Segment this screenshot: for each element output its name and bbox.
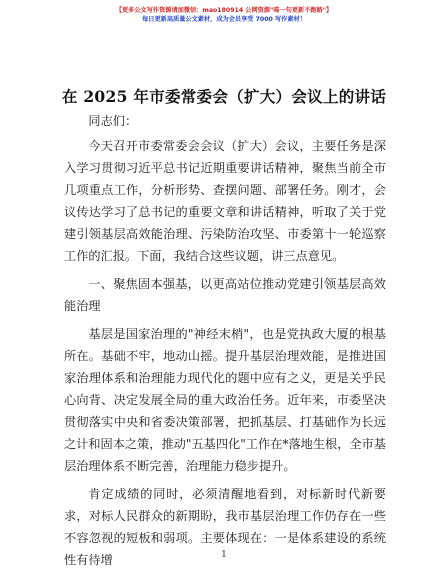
promo-line-2: 每日更新高质量公文素材，成为会员享受 7000 写作素材！ [142, 16, 306, 23]
paragraph-body-1: 基层是国家治理的"神经末梢"，也是党执政大厦的根基所在。基础不牢，地动山摇。提升基层治理效能，是推进国家治理体系和治理能力现代化的题中应有之义，更是关乎民心向背、决定发展全局的重大政治任务。近年来，市委坚决贯彻落实中央和省委决策部署，把抓基层、打基础作为长远之计和固本之策，推动"五基四化"工作在*落地生根，全市基层治理体系不断完善，治理能力稳步提升。 [64, 327, 386, 473]
paragraph-body-2: 肯定成绩的同时，必须清醒地看到，对标新时代新要求，对标人民群众的新期盼，我市基层治理工作仍存在一些不容忽视的短板和弱项。主要体现在：一是体系建设的系统性有待增 [64, 487, 386, 567]
promo-banner [0, 6, 448, 24]
salutation: 同志们： [88, 114, 138, 128]
document-title: 在 2025 年市委常委会（扩大）会议上的讲话 [61, 87, 387, 106]
paragraph-intro: 今天召开市委常委会会议（扩大）会议，主要任务是深入学习贯彻习近平总书记近期重要讲话精神，聚焦当前全市几项重点工作，分析形势、查摆问题、部署任务。刚才，会议传达学习了总书记的重要文章和讲话精神，听取了关于党建引领基层高效能治理、污染防治攻坚、市委第十一轮巡察工作的汇报。下面，我结合这些议题，讲三点意见。 [64, 139, 386, 263]
document-body [64, 110, 386, 571]
promo-line-1: 【更多公文写作资源请加微信：mao180914 公网资源"喵一句更新不跑路"】 [115, 7, 333, 14]
section-heading-1: 一、聚焦固本强基，以更高站位推动党建引领基层高效能治理 [64, 277, 386, 313]
page-number: 1 [221, 550, 227, 560]
